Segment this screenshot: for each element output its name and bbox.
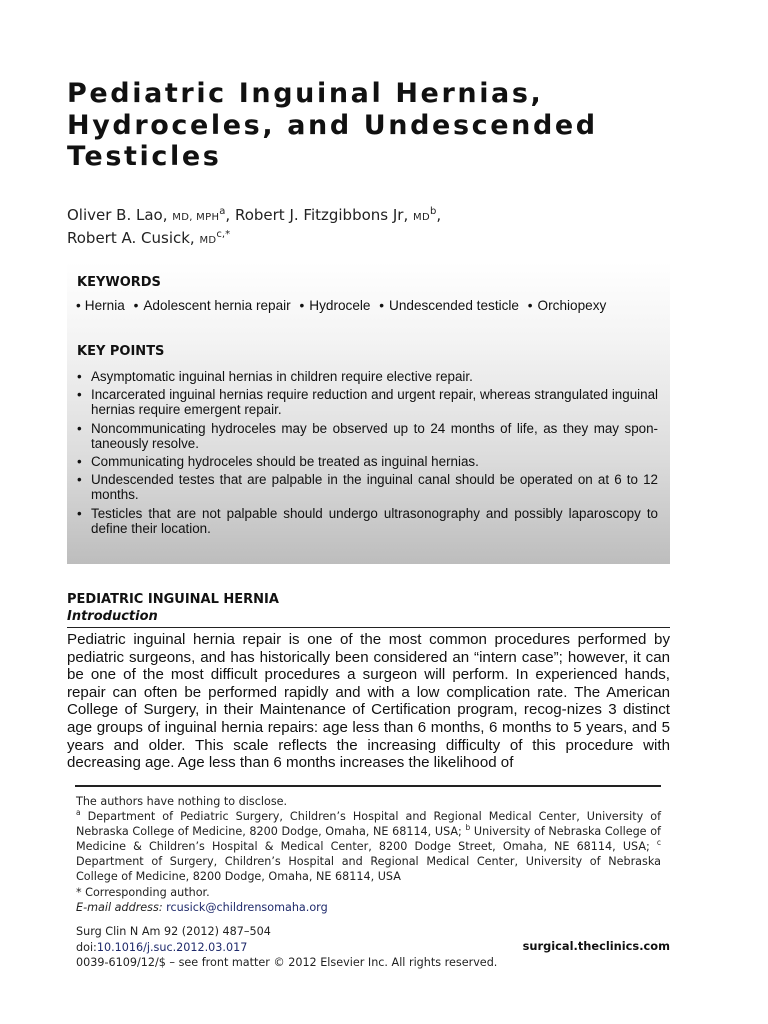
journal-website: surgical.theclinics.com (522, 939, 670, 953)
author-2-degree: MD (413, 212, 430, 223)
author-1-degree: MD, MPH (172, 212, 220, 223)
title-line-2: Hydroceles, and Undescended (67, 109, 598, 141)
affiliation-a-mark: a (76, 808, 81, 818)
doi-link[interactable]: 10.1016/j.suc.2012.03.017 (96, 940, 248, 954)
keyword-bullet: • (133, 298, 139, 313)
keyword-bullet: • (299, 298, 305, 313)
keyword-bullet: • (379, 298, 385, 313)
affiliations (76, 809, 661, 884)
bullet: • (77, 369, 82, 384)
keyword-item: Orchiopexy (537, 298, 607, 313)
footnotes (76, 794, 661, 915)
email-link[interactable]: rcusick@childrensomaha.org (166, 900, 328, 914)
keyword-item: Undescended testicle (389, 298, 519, 313)
author-3-name: Robert A. Cusick, (67, 229, 195, 247)
key-point-item (77, 387, 658, 417)
footnote-rule (75, 785, 661, 787)
keyword-item: Adolescent hernia repair (143, 298, 291, 313)
keyword-item: Hydrocele (309, 298, 371, 313)
key-point-item (77, 506, 658, 536)
key-point-item (77, 369, 658, 384)
author-line-1: Oliver B. Lao, MD, MPH$^a$, Robert J. Fitzgibbons Jr, $MD^b$, (67, 206, 442, 224)
body-paragraph: Pediatric inguinal hernia repair is one of the most common procedures performed by pediatric surgeons, and has historically been considered an “intern case”; however, it can be one of the most difficult procedures a surgeon will perform. In experienced hands, repair can often be performed rapidly and with a low complication rate. The American College of Surgery, in their Maintenance of Certification program, recog-nizes 3 distinct age groups of inguinal hernia repairs: age less than 6 months, 6 months to 5 years, and 5 years and older. This scale reflects the increasing difficulty of this procedure with decreasing age. Age less than 6 months increases the likelihood of (67, 631, 670, 772)
author-3-degree: MD (199, 235, 217, 246)
section-rule (67, 627, 670, 628)
author-2-affiliation-mark: b (429, 206, 437, 217)
disclosure-note: The authors have nothing to disclose. (76, 795, 288, 808)
keywords-keypoints-box (67, 262, 670, 564)
bullet: • (77, 387, 82, 403)
affiliation-b: University of Nebraska College of Medicine & Children’s Hospital & Medical Center, 8200 Dodge Street, Omaha, NE 68114, USA; (76, 825, 661, 854)
subsection-heading: Introduction (67, 609, 158, 624)
author-1-name: Oliver B. Lao, (67, 206, 168, 224)
keywords-heading: KEYWORDS (77, 275, 161, 290)
email-line (76, 900, 661, 915)
title-line-1: Pediatric Inguinal Hernias, (67, 78, 544, 109)
keyword-bullet: • (527, 298, 533, 313)
key-point-text: Communicating hydroceles should be treated as inguinal hernias. (91, 454, 479, 470)
keyword-item: Hernia (84, 298, 125, 313)
author-list (67, 205, 687, 251)
bullet: • (77, 454, 82, 470)
doi-label: doi: (76, 940, 97, 954)
key-point-item (77, 454, 658, 469)
section-heading: PEDIATRIC INGUINAL HERNIA (67, 592, 279, 607)
key-point-item (77, 421, 658, 451)
author-line-2 (67, 228, 687, 251)
author-3-affiliation-mark: c,* (216, 229, 231, 240)
key-point-item (77, 472, 658, 502)
affiliation-b-mark: b (465, 823, 471, 833)
key-point-text: Testicles that are not palpable should undergo ultrasonography and possibly laparoscopy to define their location. (91, 505, 658, 536)
journal-citation: Surg Clin N Am 92 (2012) 487–504 (76, 925, 271, 938)
article-title (67, 78, 687, 173)
bullet: • (77, 472, 82, 488)
keyword-bullet: • (76, 298, 81, 313)
bullet: • (77, 505, 82, 521)
title-line-3: Testicles (67, 141, 222, 172)
affiliation-c-mark: c (656, 838, 661, 848)
corresponding-author-note: * Corresponding author. (76, 885, 210, 899)
keywords-list (76, 298, 666, 313)
affiliation-c: Department of Surgery, Children’s Hospital and Regional Medical Center, University of Nebraska College of Medicine, 8200 Dodge, Omaha, NE 68114, USA (76, 855, 661, 884)
author-1-affiliation-mark: a (219, 206, 226, 217)
copyright-line: 0039-6109/12/$ – see front matter © 2012 Elsevier Inc. All rights reserved. (76, 956, 498, 970)
key-point-text: Noncommunicating hydroceles may be observed up to 24 months of life, as they may spon-taneously resolve. (91, 420, 658, 451)
key-point-text: Incarcerated inguinal hernias require reduction and urgent repair, whereas strangulated inguinal hernias require emergent repair. (91, 387, 658, 418)
affiliation-a: Department of Pediatric Surgery, Children’s Hospital and Regional Medical Center, University of Nebraska College of Medicine, 8200 Dodge, Omaha, NE 68114, USA; (76, 810, 662, 839)
key-points-heading: KEY POINTS (77, 344, 165, 359)
author-2-name: Robert J. Fitzgibbons Jr, (234, 206, 409, 224)
key-point-text: Asymptomatic inguinal hernias in children require elective repair. (91, 369, 473, 384)
key-points-list (77, 369, 658, 539)
email-label: E-mail address: (76, 900, 163, 914)
bullet: • (77, 420, 82, 436)
key-point-text: Undescended testes that are palpable in the inguinal canal should be operated on at 6 to 12 months. (91, 472, 658, 503)
